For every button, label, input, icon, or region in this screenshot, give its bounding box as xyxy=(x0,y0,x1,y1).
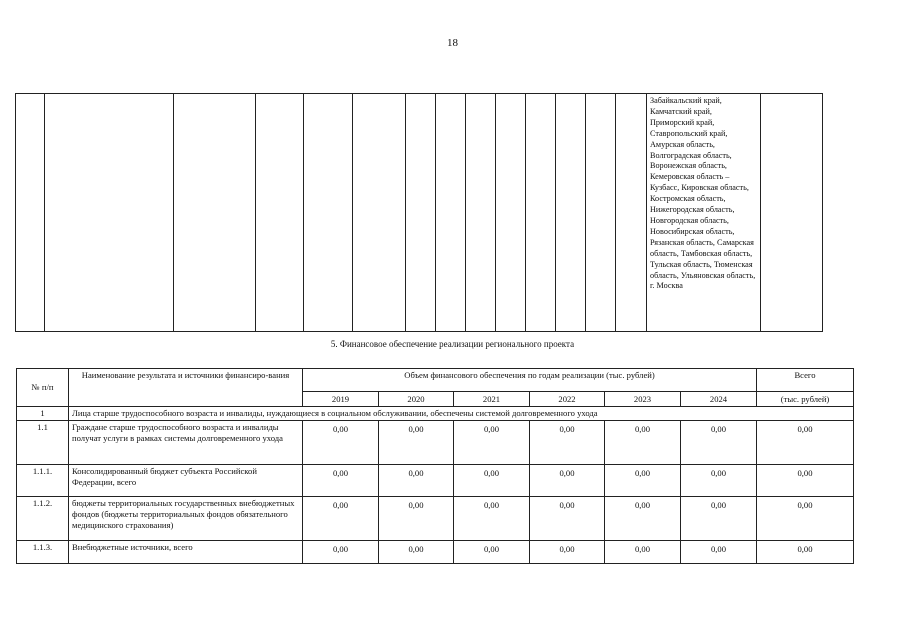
cell xyxy=(496,94,526,332)
cell xyxy=(616,94,647,332)
col-volume-header: Объем финансового обеспечения по годам реализации (тыс. рублей) xyxy=(303,369,757,392)
year-header: 2024 xyxy=(681,392,757,407)
value-cell: 0,00 xyxy=(379,541,454,564)
cell xyxy=(466,94,496,332)
total-cell: 0,00 xyxy=(757,497,854,541)
col-total-header: Всего xyxy=(757,369,854,392)
value-cell: 0,00 xyxy=(454,497,530,541)
table-row xyxy=(17,497,854,541)
page-number: 18 xyxy=(447,37,458,49)
value-cell: 0,00 xyxy=(681,497,757,541)
row-number: 1.1.2. xyxy=(17,497,69,541)
year-header: 2022 xyxy=(530,392,605,407)
cell xyxy=(45,94,174,332)
value-cell: 0,00 xyxy=(605,421,681,465)
year-header: 2020 xyxy=(379,392,454,407)
row-number: 1.1.3. xyxy=(17,541,69,564)
value-cell: 0,00 xyxy=(681,465,757,497)
value-cell: 0,00 xyxy=(379,465,454,497)
value-cell: 0,00 xyxy=(454,465,530,497)
value-cell: 0,00 xyxy=(303,541,379,564)
value-cell: 0,00 xyxy=(303,421,379,465)
total-cell: 0,00 xyxy=(757,465,854,497)
value-cell: 0,00 xyxy=(530,421,605,465)
cell xyxy=(436,94,466,332)
financial-table xyxy=(16,368,854,564)
continuation-table xyxy=(15,93,823,332)
row-number: 1.1.1. xyxy=(17,465,69,497)
value-cell: 0,00 xyxy=(379,421,454,465)
col-name-header: Наименование результата и источники финансиро-вания xyxy=(69,369,303,407)
table-row xyxy=(17,541,854,564)
cell xyxy=(174,94,256,332)
value-cell: 0,00 xyxy=(454,421,530,465)
cell xyxy=(761,94,823,332)
cell xyxy=(586,94,616,332)
cell xyxy=(304,94,353,332)
result-row xyxy=(17,407,854,421)
continuation-row xyxy=(16,94,823,332)
value-cell: 0,00 xyxy=(303,497,379,541)
value-cell: 0,00 xyxy=(303,465,379,497)
regions-list: Забайкальский край, Камчатский край, Приморский край, Ставропольский край, Амурская область, Волгоградская область, Воронежская область, Кемеровская область – Кузбасс, Кировская область, Костромская область, Нижегородская область, Новгородская область, Новосибирская область, Рязанская область, Самарская область, Тамбовская область, Тульская область, Тюменская область, Ульяновская область, г. Москва xyxy=(647,94,761,332)
row-name: бюджеты территориальных государственных внебюджетных фондов (бюджеты территориальных фондов обязательного медицинского страхования) xyxy=(69,497,303,541)
row-name: Внебюджетные источники, всего xyxy=(69,541,303,564)
value-cell: 0,00 xyxy=(454,541,530,564)
row-name: Консолидированный бюджет субъекта Российской Федерации, всего xyxy=(69,465,303,497)
value-cell: 0,00 xyxy=(530,541,605,564)
table-row xyxy=(17,421,854,465)
value-cell: 0,00 xyxy=(681,541,757,564)
value-cell: 0,00 xyxy=(605,541,681,564)
cell xyxy=(256,94,304,332)
value-cell: 0,00 xyxy=(681,421,757,465)
cell xyxy=(556,94,586,332)
cell xyxy=(353,94,406,332)
total-cell: 0,00 xyxy=(757,541,854,564)
row-number: 1 xyxy=(17,407,69,421)
value-cell: 0,00 xyxy=(530,465,605,497)
row-number: 1.1 xyxy=(17,421,69,465)
col-num-header: № п/п xyxy=(17,369,69,407)
section-title: 5. Финансовое обеспечение реализации регионального проекта xyxy=(330,339,575,349)
header-row xyxy=(17,369,854,392)
value-cell: 0,00 xyxy=(379,497,454,541)
value-cell: 0,00 xyxy=(605,497,681,541)
year-header: 2019 xyxy=(303,392,379,407)
cell xyxy=(406,94,436,332)
col-total-unit: (тыс. рублей) xyxy=(757,392,854,407)
result-text: Лица старше трудоспособного возраста и инвалиды, нуждающиеся в социальном обслуживании, обеспечены системой долговременного ухода xyxy=(69,407,854,421)
cell xyxy=(526,94,556,332)
total-cell: 0,00 xyxy=(757,421,854,465)
year-header: 2023 xyxy=(605,392,681,407)
table-row xyxy=(17,465,854,497)
value-cell: 0,00 xyxy=(605,465,681,497)
value-cell: 0,00 xyxy=(530,497,605,541)
year-header: 2021 xyxy=(454,392,530,407)
cell xyxy=(16,94,45,332)
row-name: Граждане старше трудоспособного возраста и инвалиды получат услуги в рамках системы долговременного ухода xyxy=(69,421,303,465)
